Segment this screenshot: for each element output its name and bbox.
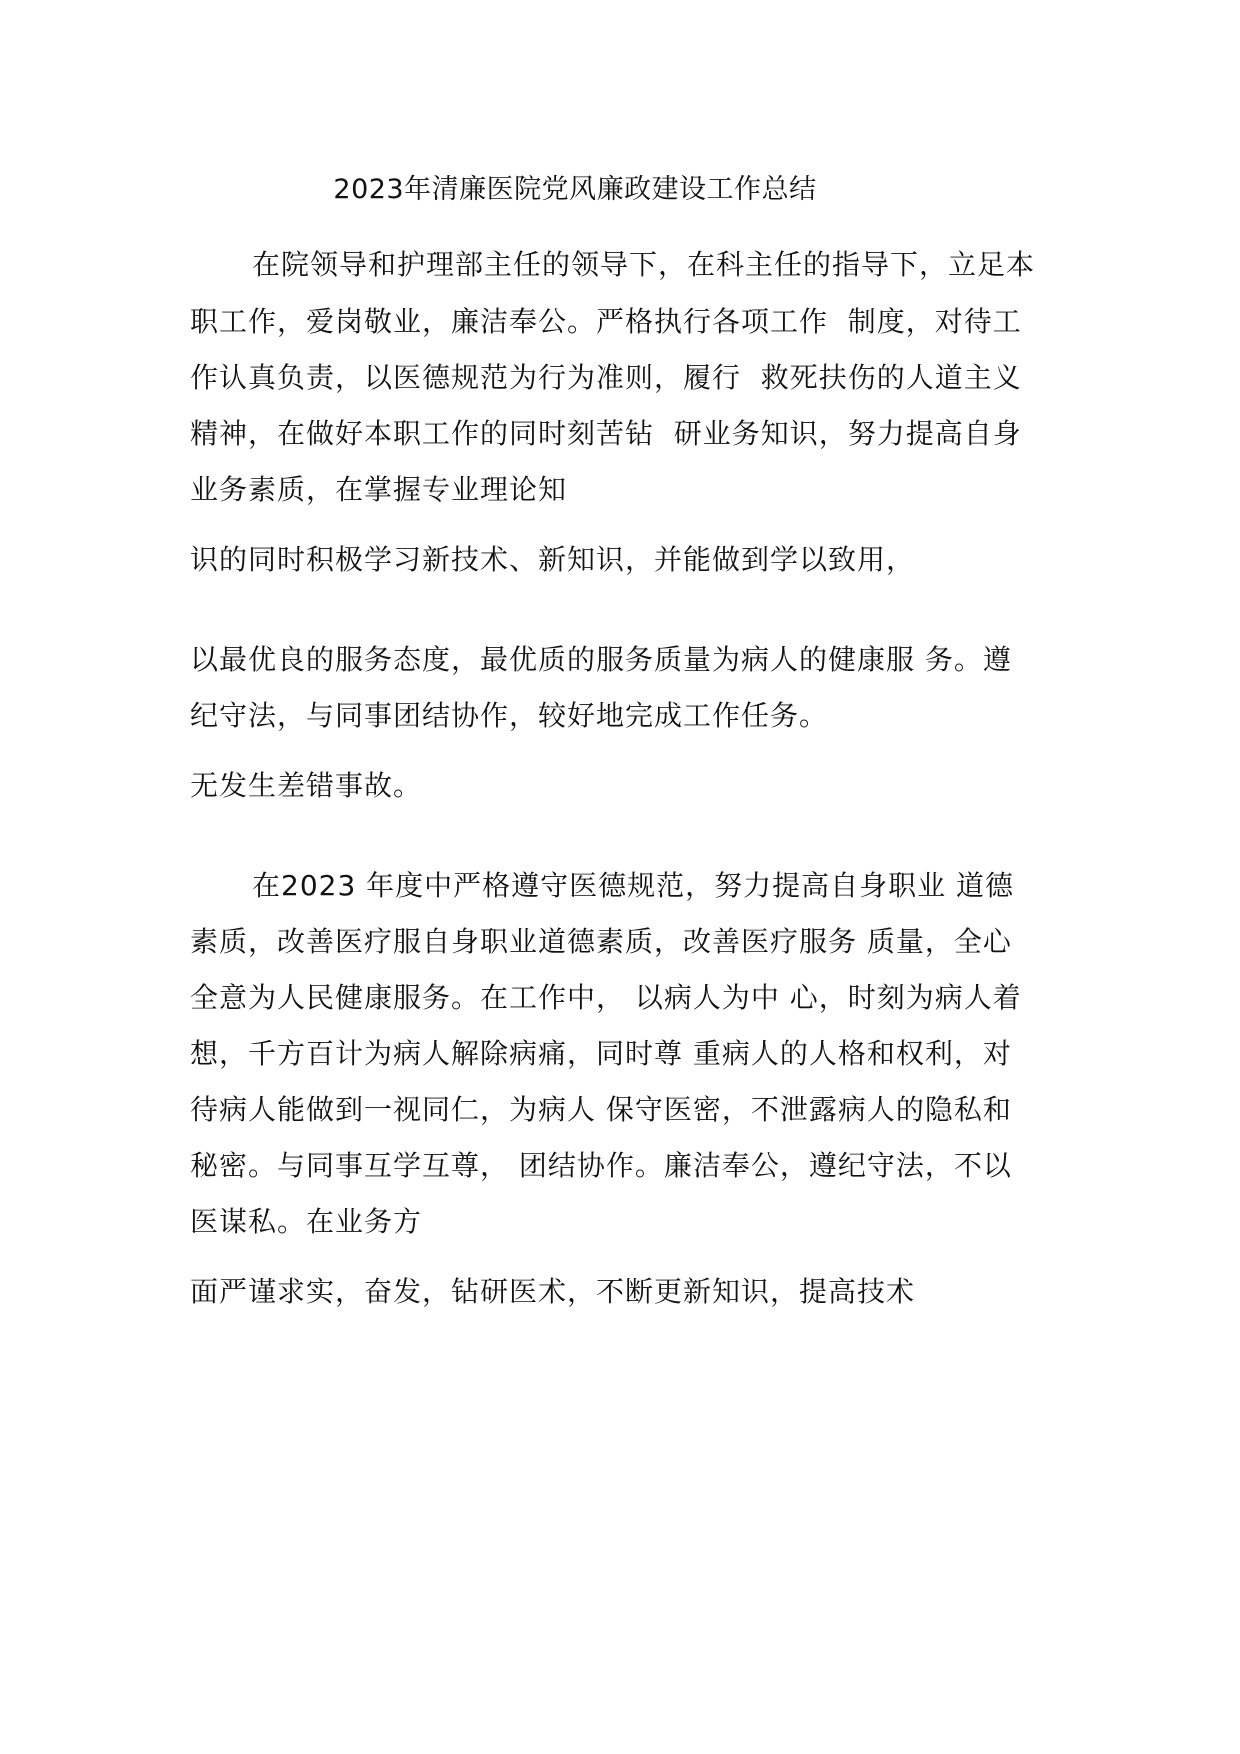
paragraph-line: 作认真负责，以医德规范为行为准则，履行 救死扶伤的人道主义 [190, 361, 1022, 394]
paragraph-line: 纪守法，与同事团结协作，较好地完成工作任务。 [190, 699, 829, 732]
paragraph-line: 业务素质，在掌握专业理论知 [190, 473, 568, 506]
paragraph-line: 职工作，爱岗敬业，廉洁奉公。严格执行各项工作 制度，对待工 [190, 305, 1022, 338]
paragraph-line: 在院领导和护理部主任的领导下，在科主任的指导下，立足本 [252, 248, 1036, 281]
paragraph-line: 素质，改善医疗服自身职业道德素质，改善医疗服务 质量，全心 [190, 925, 1012, 958]
paragraph-line: 精神，在做好本职工作的同时刻苦钻 研业务知识，努力提高自身 [190, 417, 1022, 450]
paragraph-line: 识的同时积极学习新技术、新知识，并能做到学以致用， [190, 543, 916, 576]
paragraph-line: 待病人能做到一视同仁，为病人 保守医密，不泄露病人的隐私和 [190, 1093, 1012, 1126]
paragraph-line: 全意为人民健康服务。在工作中， 以病人为中 心，时刻为病人着 [190, 981, 1022, 1014]
document-title: 2023年清廉医院党风廉政建设工作总结 [333, 174, 817, 205]
paragraph-line: 在2023 年度中严格遵守医德规范，努力提高自身职业 道德 [252, 869, 1015, 902]
paragraph-line: 想，千方百计为病人解除病痛，同时尊 重病人的人格和权利，对 [190, 1037, 1012, 1070]
paragraph-line: 无发生差错事故。 [190, 769, 423, 802]
paragraph-line: 面严谨求实，奋发，钻研医术，不断更新知识，提高技术 [190, 1275, 916, 1308]
paragraph-line: 秘密。与同事互学互尊， 团结协作。廉洁奉公，遵纪守法，不以 [190, 1149, 1012, 1182]
paragraph-line: 医谋私。在业务方 [190, 1205, 423, 1238]
paragraph-line: 以最优良的服务态度，最优质的服务质量为病人的健康服 务。遵 [190, 643, 1012, 676]
